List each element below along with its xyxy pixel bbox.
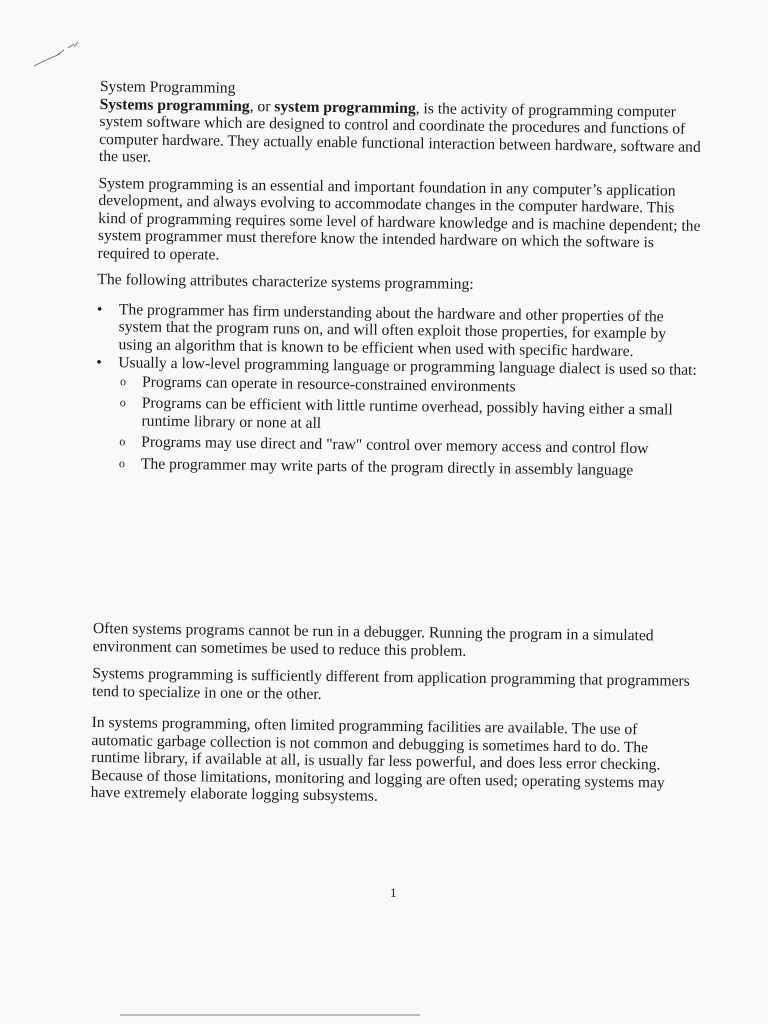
intro-connector: , or	[249, 97, 275, 115]
intro-alt-term: system programming	[274, 97, 416, 117]
debugger-paragraph: Often systems programs cannot be run in a debugger. Running the program in a simulated environment can sometimes be used to reduce this problem.	[92, 620, 654, 660]
foundation-paragraph: System programming is an essential and important foundation in any computer’s application development, and always evolving to accommodate changes in the computer hardware. This kind of programming requires some level of hardware knowledge and is machine dependent; the system programmer must therefore know the intended hardware on which the software is required to operate.	[97, 174, 701, 264]
bullet-text: The programmer has firm understanding about the hardware and other properties of the system that the program runs on, and will often exploit those properties, for example by using an algorithm that is known to be efficient when used with specific hardware.	[118, 300, 667, 360]
limitations-paragraph: In systems programming, often limited programming facilities are available. The use of automatic garbage collection is not common and debugging is sometimes hard to do. The runtime library, if available at all, is usually far less powerful, and does less error checking. Because of those limitations, monitoring and logging are often used; operating systems may have extremely elaborate logging subsystems.	[90, 713, 665, 805]
bullet-text: Usually a low-level programming language or programming language dialect is used so that:	[118, 354, 697, 379]
sub-list-item: o Programs can operate in resource-constrained environments	[118, 373, 701, 398]
specialize-paragraph: Systems programming is sufficiently different from application programming that programmers tend to specialize in one or the other.	[91, 664, 690, 703]
pen-mark	[30, 38, 84, 74]
list-item	[96, 300, 702, 360]
page-title: System Programming	[99, 78, 236, 97]
attribute-list	[95, 300, 702, 479]
sub-list-item: o Programs can be efficient with little runtime overhead, possibly having either a small runtime library or none at all	[117, 394, 700, 437]
intro-term: Systems programming	[99, 95, 250, 115]
lower-content	[90, 620, 697, 819]
sub-list	[117, 373, 701, 480]
intro-rest: , is the activity of programming computer system software which are designed to control and coordinate the procedures and functions of computer hardware. They actually enable functional interaction between hardware, software and the user.	[98, 99, 701, 166]
upper-content	[95, 78, 705, 494]
sub-list-item: o Programs may use direct and "raw" control over memory access and control flow	[117, 433, 700, 458]
scan-edge-line	[120, 1014, 420, 1016]
attributes-lead: The following attributes characterize systems programming:	[97, 270, 474, 293]
list-item	[95, 354, 701, 480]
sub-list-item: o The programmer may write parts of the program directly in assembly language	[117, 455, 700, 480]
intro-paragraph	[99, 95, 705, 173]
page-number: 1	[390, 885, 397, 900]
